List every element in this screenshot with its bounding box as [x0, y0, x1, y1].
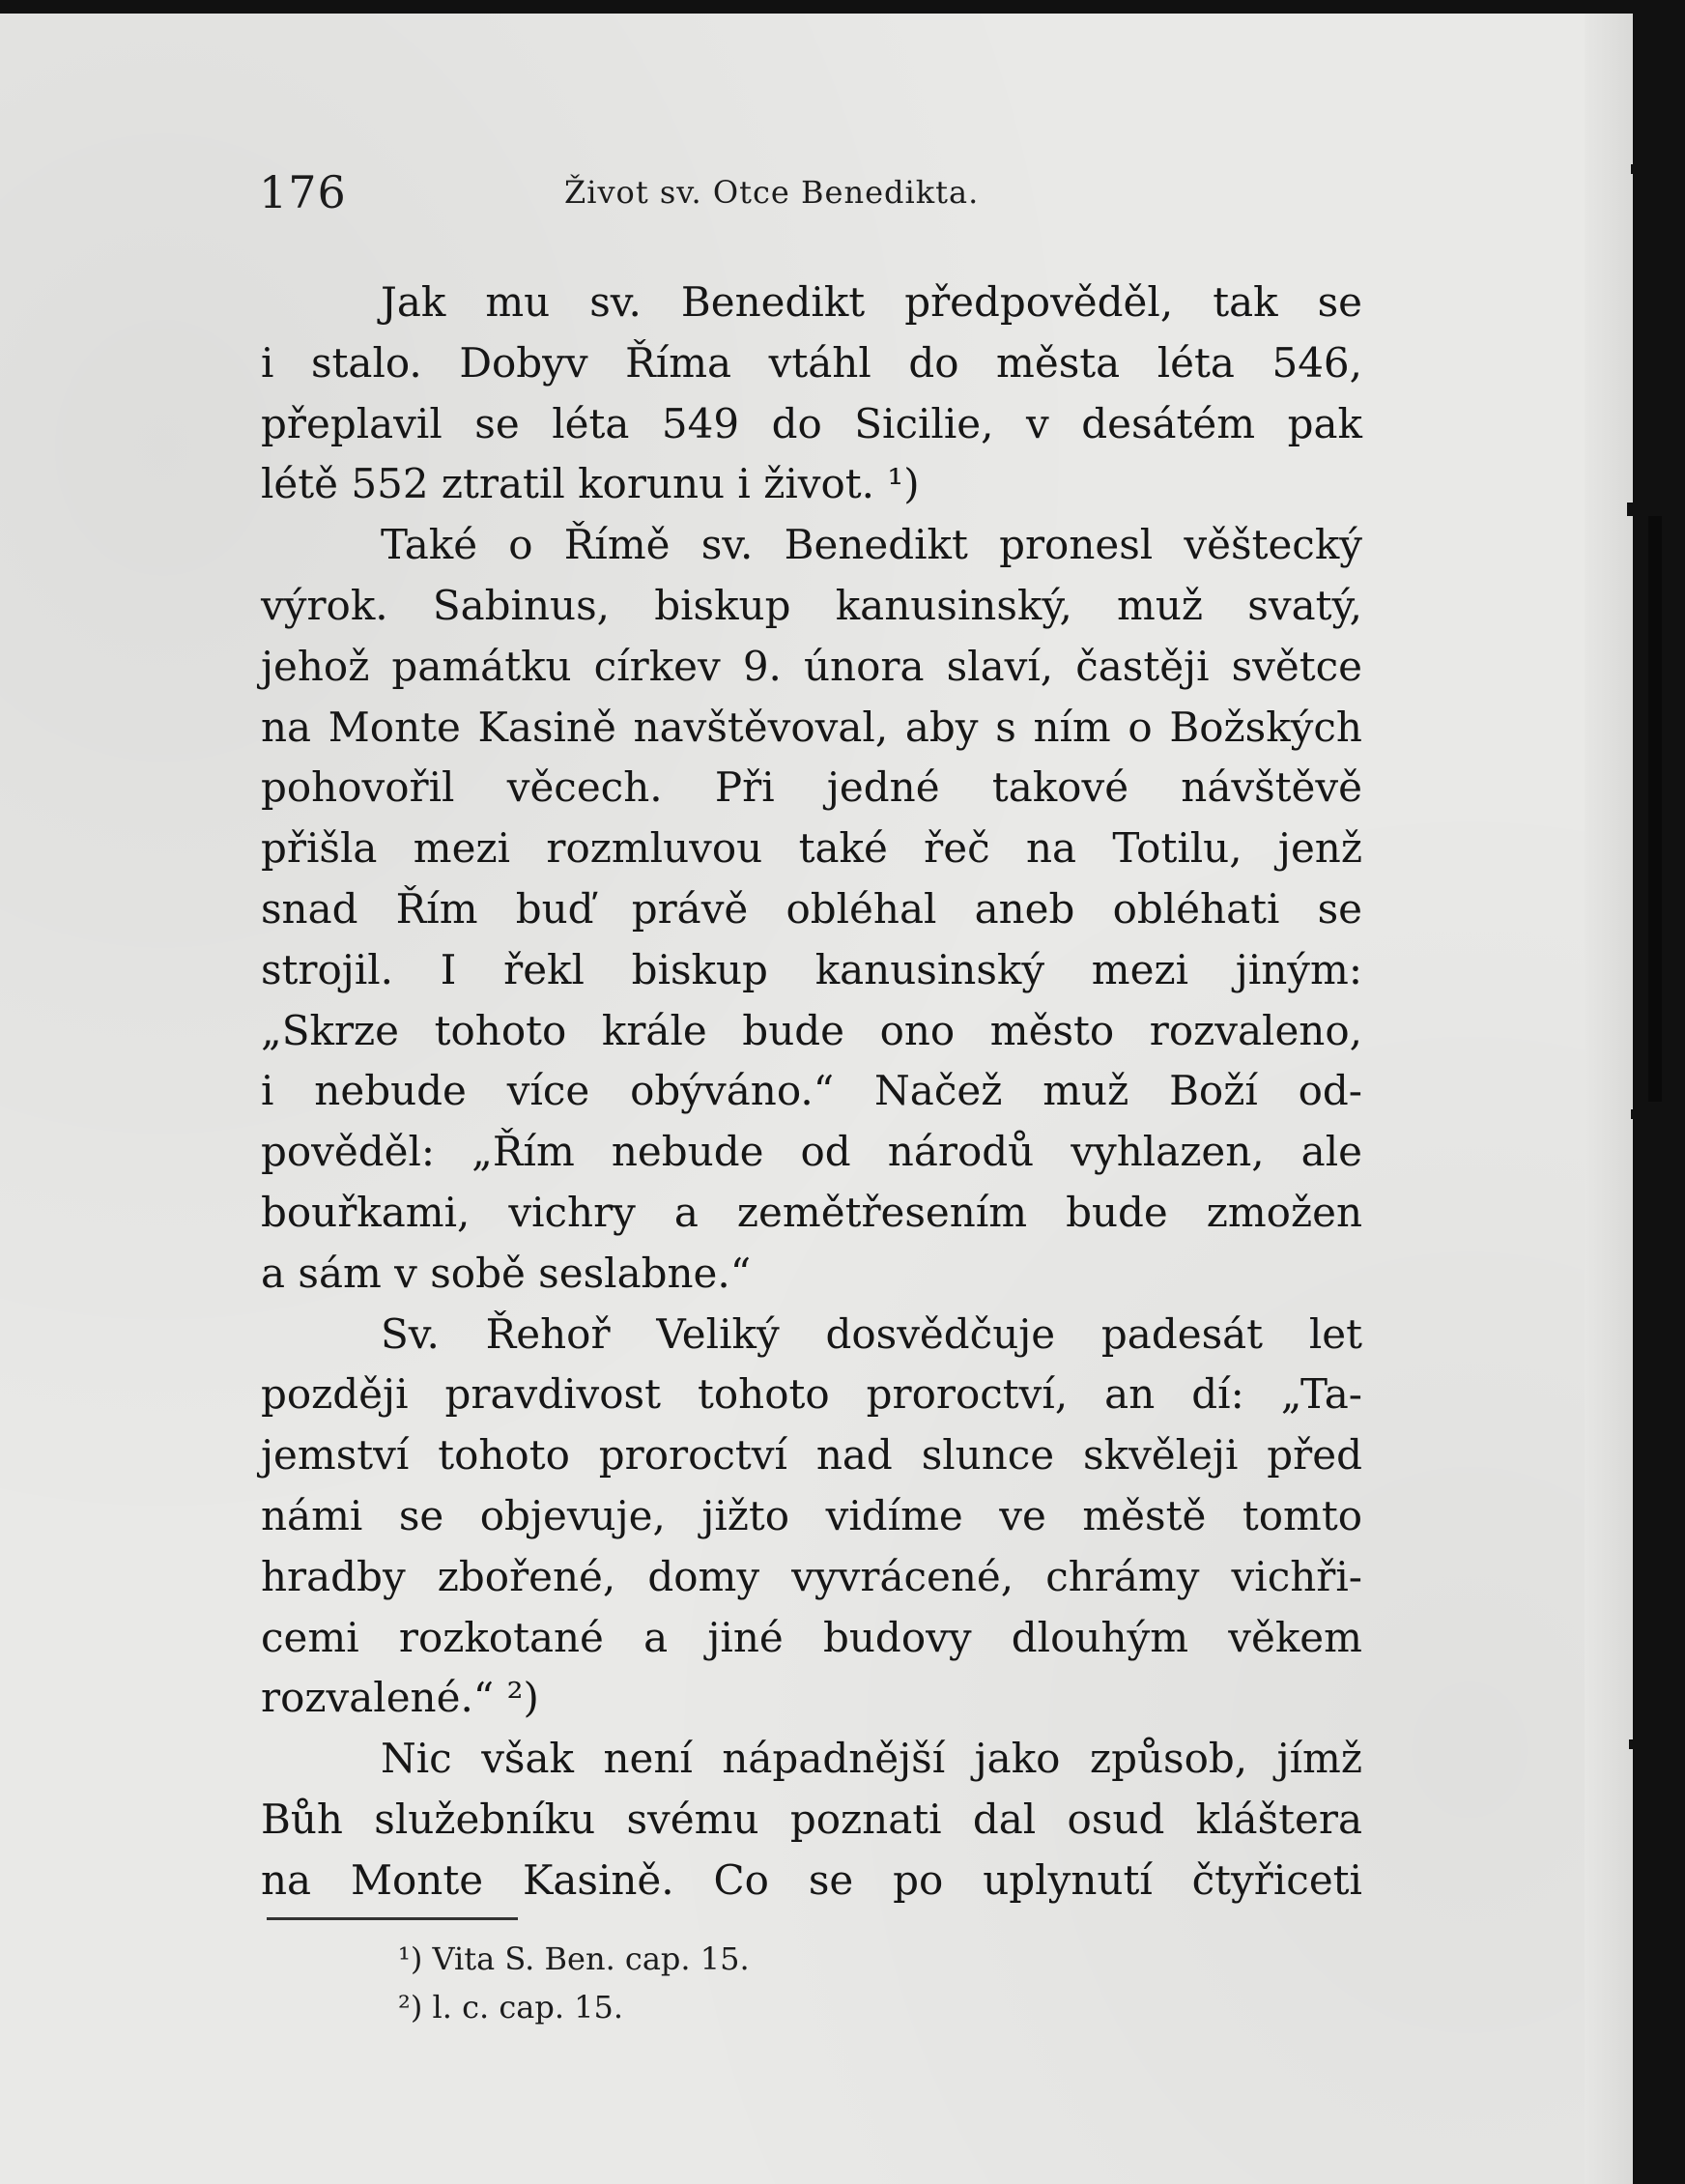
- text-line: výrok. Sabinus, biskup kanusinský, muž svatý,: [261, 581, 1362, 629]
- page-edge-shadow: [1585, 14, 1633, 2184]
- text-line: rozvalené.“ ²): [261, 1674, 539, 1722]
- footnote: ²) l. c. cap. 15.: [398, 1989, 624, 2026]
- binding-thread: [1633, 2126, 1668, 2134]
- text-line: Bůh služebníku svému poznati dal osud kláštera: [261, 1795, 1362, 1843]
- text-line: přišla mezi rozmluvou také řeč na Totilu, jenž: [261, 824, 1362, 873]
- binding-thread: [1631, 164, 1670, 174]
- text-line: strojil. I řekl biskup kanusinský mezi jiným:: [261, 945, 1362, 993]
- text-line: snad Řím buď právě obléhal aneb obléhati se: [261, 884, 1362, 933]
- footnote: ¹) Vita S. Ben. cap. 15.: [398, 1940, 750, 1977]
- book-page: [0, 14, 1633, 2184]
- text-line: létě 552 ztratil korunu i život. ¹): [261, 460, 920, 508]
- text-line: „Skrze tohoto krále bude ono město rozvaleno,: [261, 1006, 1362, 1054]
- text-line: bouřkami, vichry a zemětřesením bude zmožen: [261, 1188, 1362, 1236]
- text-line: pověděl: „Řím nebude od národů vyhlazen, ale: [261, 1128, 1362, 1176]
- page-number: 176: [259, 166, 347, 218]
- footnotes: [398, 1935, 1074, 2031]
- text-line: pohovořil věcech. Při jedné takové návštěvě: [261, 763, 1362, 812]
- text-line: jehož památku církev 9. února slaví, častěji světce: [261, 642, 1362, 690]
- binding-thread: [1631, 1109, 1670, 1119]
- footnote-rule: [267, 1917, 518, 1920]
- text-line: a sám v sobě seslabne.“: [261, 1249, 752, 1297]
- text-line: na Monte Kasině. Co se po uplynutí čtyřiceti: [261, 1855, 1362, 1904]
- text-line: na Monte Kasině navštěvoval, aby s ním o Božských: [261, 703, 1362, 751]
- text-line: hradby zbořené, domy vyvrácené, chrámy vichři-: [261, 1552, 1362, 1600]
- text-line: Také o Římě sv. Benedikt pronesl věštecký: [381, 521, 1362, 569]
- text-line: jemství tohoto proroctví nad slunce skvěleji před: [261, 1431, 1362, 1480]
- text-line: Jak mu sv. Benedikt předpověděl, tak se: [381, 278, 1362, 326]
- text-line: cemi rozkotané a jiné budovy dlouhým věkem: [261, 1613, 1362, 1661]
- binding-thread: [1627, 503, 1670, 516]
- binding-thread: [1642, 0, 1645, 2184]
- body-text: [261, 273, 1362, 1911]
- text-line: přeplavil se léta 549 do Sicilie, v desátém pak: [261, 399, 1362, 447]
- text-line: Nic však není nápadnější jako způsob, jímž: [381, 1735, 1362, 1783]
- binding-thread: [1648, 503, 1662, 1102]
- text-line: Sv. Řehoř Veliký dosvědčuje padesát let: [381, 1309, 1362, 1358]
- text-line: i nebude více obýváno.“ Načež muž Boží od-: [261, 1067, 1362, 1115]
- binding-thread: [1629, 1739, 1668, 1749]
- text-line: i stalo. Dobyv Říma vtáhl do města léta 546,: [261, 338, 1362, 387]
- text-line: později pravdivost tohoto proroctví, an dí: „Ta-: [261, 1370, 1362, 1419]
- page-header: [259, 166, 1360, 224]
- text-line: námi se objevuje, jižto vidíme ve městě tomto: [261, 1491, 1362, 1539]
- running-head: Život sv. Otce Benedikta.: [564, 174, 980, 211]
